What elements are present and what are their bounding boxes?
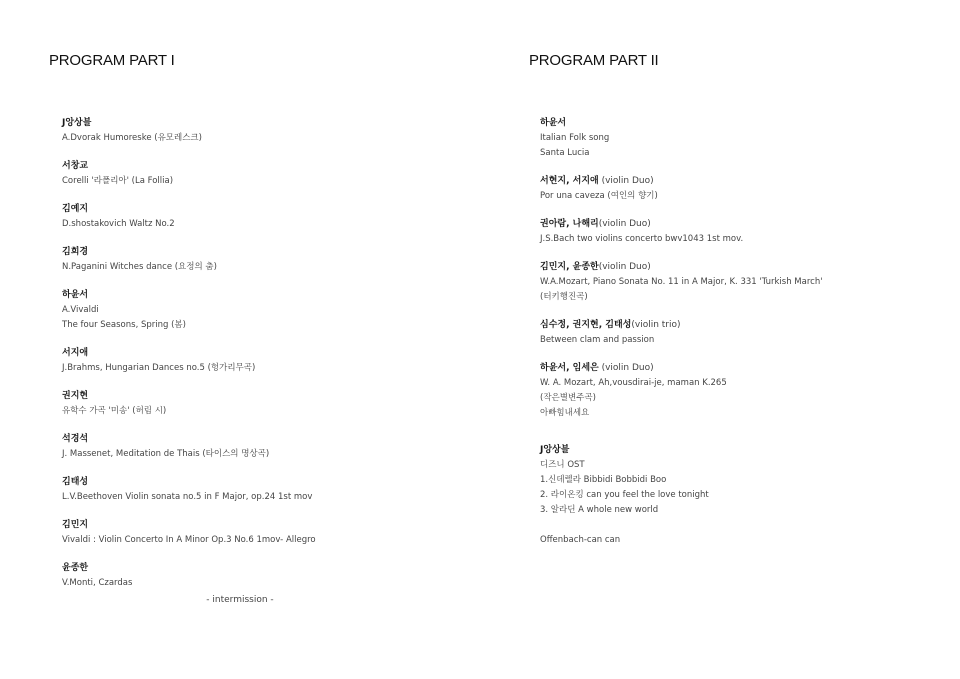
performer-label: 하윤서, 임세은 (540, 363, 599, 373)
performer-label: 권아람, 나해리 (540, 219, 599, 229)
piece-line: D.shostakovich Waltz No.2 (62, 219, 175, 229)
performer-label: 서창교 (62, 161, 89, 171)
program-item (62, 389, 482, 419)
performer-label: 윤종한 (62, 563, 89, 573)
performer-name (62, 475, 482, 490)
ensemble-type-note: (violin trio) (631, 320, 681, 330)
program-item (62, 518, 482, 548)
piece-line: A.Dvorak Humoreske (유모레스크) (62, 133, 202, 143)
program-item (62, 159, 482, 189)
program-item (62, 432, 482, 462)
performer-name (540, 443, 960, 458)
program-item (540, 116, 960, 161)
piece-line: 3. 알라딘 A whole new world (540, 505, 659, 515)
performer-label: 하윤서 (62, 290, 89, 300)
performer-label: 김예지 (62, 204, 89, 214)
program-item (540, 260, 960, 305)
performer-label: 하윤서 (540, 118, 567, 128)
piece-line: N.Paganini Witches dance (요정의 춤) (62, 262, 217, 272)
program-item (540, 361, 960, 421)
performer-label: 김태성 (62, 477, 89, 487)
performer-name (540, 217, 960, 232)
performer-name (62, 561, 482, 576)
piece-line: L.V.Beethoven Violin sonata no.5 in F Major, op.24 1st mov (62, 492, 313, 502)
piece-line: Corelli '라폴리아' (La Follia) (62, 176, 174, 186)
performer-name (62, 202, 482, 217)
piece-line: Santa Lucia (540, 148, 590, 158)
piece-line: Offenbach-can can (540, 535, 621, 545)
program-item (540, 217, 960, 247)
program-item (540, 443, 960, 548)
program-item (62, 202, 482, 232)
performer-label: 권지현 (62, 391, 89, 401)
ensemble-type-note: (violin Duo) (598, 262, 651, 272)
performer-label: 석경석 (62, 434, 89, 444)
performer-label: J앙상블 (62, 118, 92, 128)
performer-name (62, 159, 482, 174)
performer-name (62, 518, 482, 533)
piece-line: 2. 라이온킹 can you feel the love tonight (540, 490, 709, 500)
program-item (540, 318, 960, 348)
performer-name (62, 245, 482, 260)
piece-line: Italian Folk song (540, 133, 610, 143)
piece-line: V.Monti, Czardas (62, 578, 133, 588)
performer-name (62, 346, 482, 361)
ensemble-type-note: (violin Duo) (598, 363, 654, 373)
program-item (62, 561, 482, 591)
piece-line: (터키행진곡) (540, 292, 588, 302)
performer-label: 서지애 (62, 348, 89, 358)
part-two-title: PROGRAM PART II (529, 52, 659, 69)
piece-line: The four Seasons, Spring (봄) (62, 320, 186, 330)
piece-line: 디즈니 OST (540, 460, 585, 470)
piece-line: J.S.Bach two violins concerto bwv1043 1st mov. (540, 234, 744, 244)
performer-name (62, 288, 482, 303)
performer-label: 심수정, 권지현, 김태성 (540, 320, 632, 330)
piece-line (540, 518, 960, 533)
part-one-title: PROGRAM PART I (49, 52, 175, 69)
performer-label: 김민지 (62, 520, 89, 530)
piece-line: J. Massenet, Meditation de Thais (타이스의 명상곡) (62, 449, 270, 459)
part-two-program-list (540, 116, 960, 561)
piece-line: J.Brahms, Hungarian Dances no.5 (헝가리무곡) (62, 363, 256, 373)
intermission-note: - intermission - (206, 595, 274, 605)
piece-line: 유학수 가곡 '미송' (허림 시) (62, 406, 167, 416)
piece-line: W.A.Mozart, Piano Sonata No. 11 in A Major, K. 331 'Turkish March' (540, 277, 823, 287)
piece-line: Por una caveza (여인의 향기) (540, 191, 658, 201)
performer-name (62, 389, 482, 404)
performer-name (62, 432, 482, 447)
program-item (62, 475, 482, 505)
performer-label: J앙상블 (540, 445, 570, 455)
piece-line: A.Vivaldi (62, 305, 99, 315)
performer-name (62, 116, 482, 131)
performer-name (540, 318, 960, 333)
program-item (62, 116, 482, 146)
piece-line: W. A. Mozart, Ah,vousdirai-je, maman K.265 (540, 378, 727, 388)
piece-line: 아빠힘내세요 (540, 408, 590, 418)
piece-line: Between clam and passion (540, 335, 655, 345)
performer-name (540, 174, 960, 189)
program-item (62, 346, 482, 376)
piece-line: Vivaldi : Violin Concerto In A Minor Op.3 No.6 1mov- Allegro (62, 535, 316, 545)
piece-line: (작은별변주곡) (540, 393, 596, 403)
performer-label: 김희경 (62, 247, 89, 257)
program-item (62, 245, 482, 275)
performer-label: 서현지, 서지애 (540, 176, 599, 186)
performer-name (540, 116, 960, 131)
performer-name (540, 260, 960, 275)
program-item (62, 288, 482, 333)
performer-name (540, 361, 960, 376)
piece-line: 1.신데렐라 Bibbidi Bobbidi Boo (540, 475, 667, 485)
part-one-program-list (62, 116, 482, 604)
ensemble-type-note: (violin Duo) (598, 176, 654, 186)
performer-label: 김민지, 윤종한 (540, 262, 599, 272)
program-item (540, 174, 960, 204)
ensemble-type-note: (violin Duo) (598, 219, 651, 229)
